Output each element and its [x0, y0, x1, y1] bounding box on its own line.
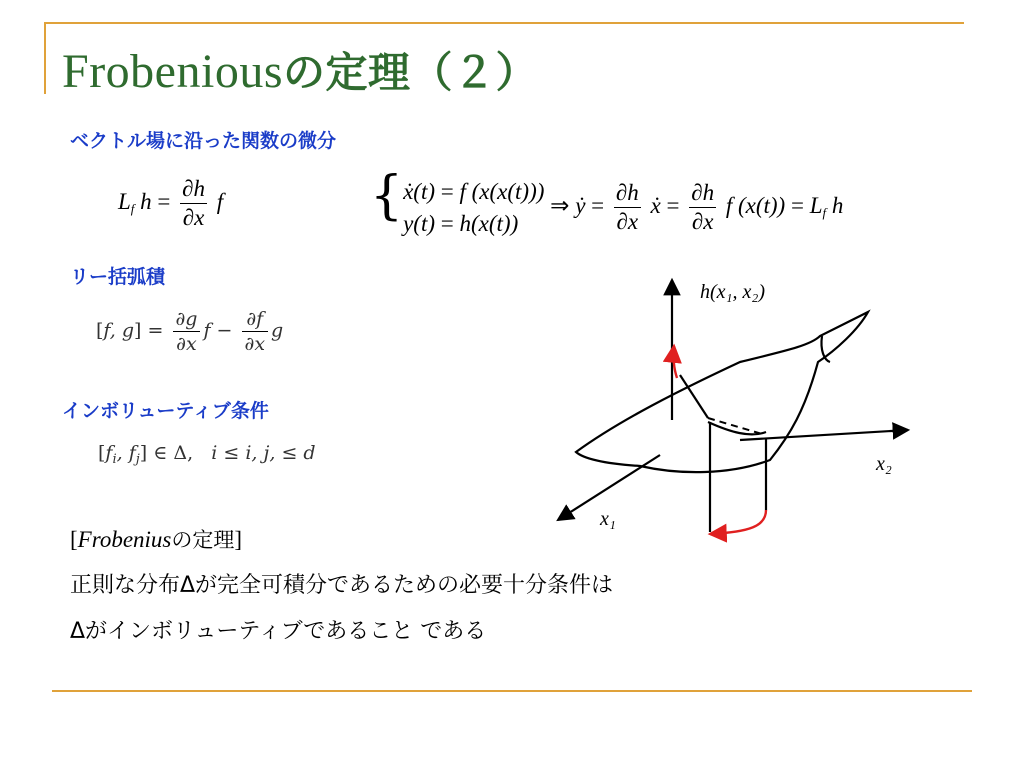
theorem-suffix: の定理 [171, 528, 235, 552]
label-h: h(x₁, x₂) [700, 281, 765, 303]
top-rule-vertical [44, 22, 46, 94]
theorem-close: ] [234, 527, 243, 552]
derivative-system-formula: { ẋ(t) = f (x(x(t))) y(t) = h(x(t)) ⇒ ẏ = $\frac{\partial h}{\partial x}$ ẋ = $\frac{\partial h}{\partial x}$ f $(x(t)) = L_f$ h [370, 166, 844, 236]
theorem-line-1: 正則な分布Δが完全可積分であるための必要十分条件は [70, 573, 614, 598]
label-x1: x₁ [600, 508, 616, 530]
involutive-formula: [$f_i$, $f_j$] ∈ Δ, i ≤ i, j, ≤ d [98, 442, 316, 467]
lie-bracket-formula: [f, g] = $\frac{\partial g}{\partial x}$ f − $\frac{\partial f}{\partial x}$ g [96, 308, 284, 355]
heading-lie-derivative: ベクトル場に沿った関数の微分 [70, 130, 337, 152]
heading-involutive: インボリューティブ条件 [62, 400, 269, 422]
label-x2: x₂ [876, 453, 892, 475]
slide-title [62, 40, 538, 100]
lie-derivative-formula: $L_f$ h = $\frac{\partial h}{\partial x}$ f [118, 176, 224, 230]
manifold-figure [540, 270, 920, 555]
theorem-name: Frobenius [77, 527, 172, 552]
bottom-rule [52, 690, 972, 692]
title-jp: の定理（２） [283, 48, 539, 97]
top-rule-horizontal [44, 22, 964, 24]
theorem-title [70, 524, 242, 554]
theorem-open: [ [70, 527, 78, 552]
heading-lie-bracket: リー括弧積 [70, 266, 166, 288]
theorem-line-2: Δがインボリューティブであること である [70, 619, 487, 644]
red-flow [710, 510, 766, 534]
title-latin: Frobenious [62, 45, 283, 98]
surface [576, 312, 868, 472]
red-vector [673, 346, 677, 378]
tangent-a [680, 375, 708, 418]
